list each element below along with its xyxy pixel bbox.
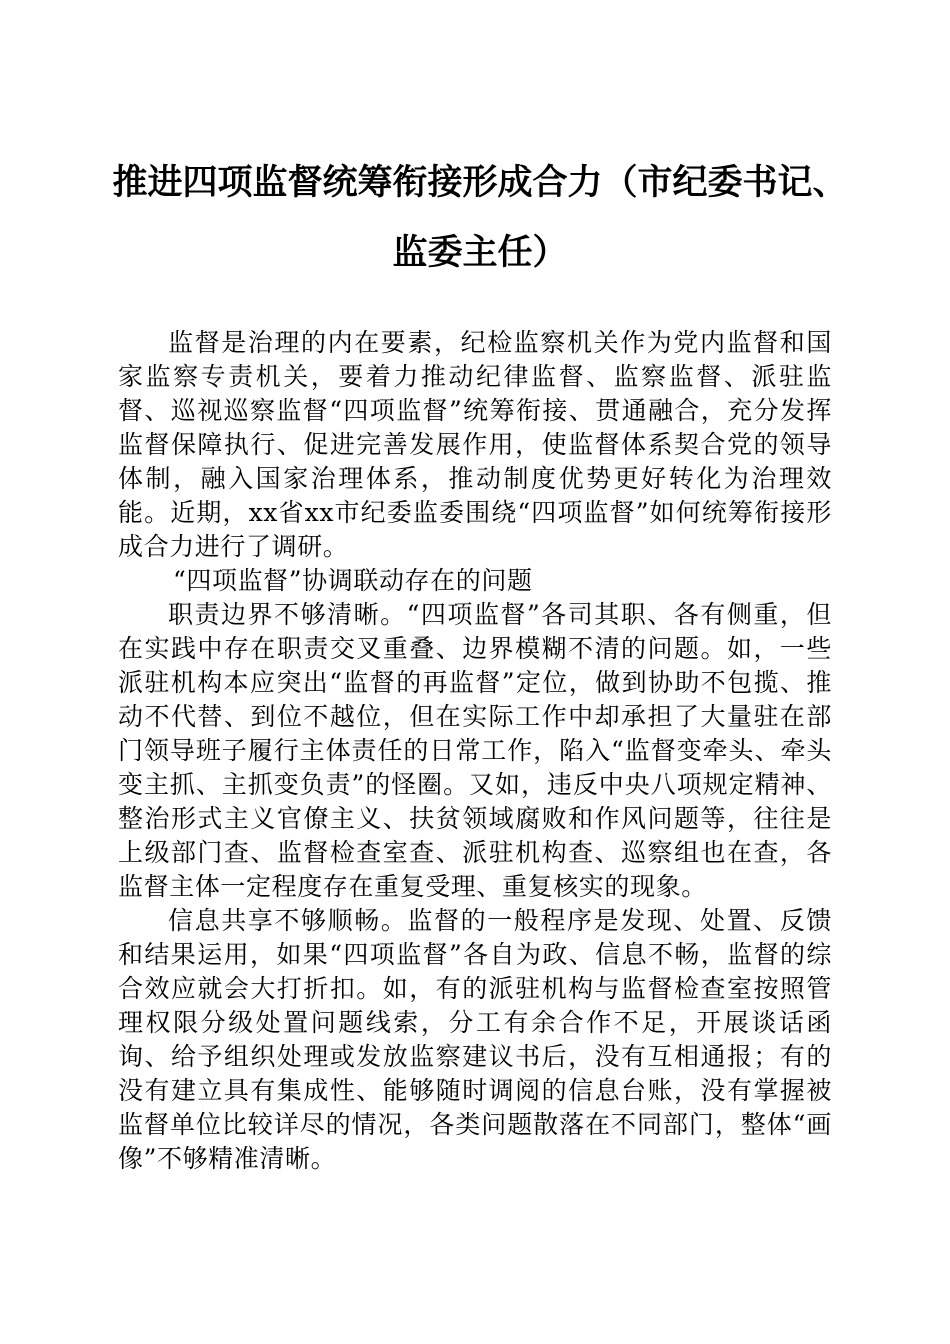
document-title: 推进四项监督统筹衔接形成合力（市纪委书记、监委主任）: [112, 163, 848, 273]
intro-paragraph: 监督是治理的内在要素，纪检监察机关作为党内监督和国家监察专责机关，要着力推动纪律监督、监察监督、派驻监督、巡视巡察监督“四项监督”统筹衔接、贯通融合，充分发挥监督保障执行、促进完善发展作用，使监督体系契合党的领导体制，融入国家治理体系，推动制度优势更好转化为治理效能。近期，xx省xx市纪委监委围绕“四项监督”如何统筹衔接形成合力进行了调研。: [118, 328, 832, 561]
document-body: [118, 326, 832, 1176]
paragraph-responsibility-boundaries: 职责边界不够清晰。“四项监督”各司其职、各有侧重，但在实践中存在职责交叉重叠、边界模糊不清的问题。如，一些派驻机构本应突出“监督的再监督”定位，做到协助不包揽、推动不代替、到位不越位，但在实际工作中却承担了大量驻在部门领导班子履行主体责任的日常工作，陷入“监督变牵头、牵头变主抓、主抓变负责”的怪圈。又如，违反中央八项规定精神、整治形式主义官僚主义、扶贫领域腐败和作风问题等，往往是上级部门查、监督检查室查、派驻机构查、巡察组也在查，各监督主体一定程度存在重复受理、重复核实的现象。: [118, 600, 832, 901]
paragraph-information-sharing: 信息共享不够顺畅。监督的一般程序是发现、处置、反馈和结果运用，如果“四项监督”各自为政、信息不畅，监督的综合效应就会大打折扣。如，有的派驻机构与监督检查室按照管理权限分级处置问题线索，分工有余合作不足，开展谈话函询、给予组织处理或发放监察建议书后，没有互相通报；有的没有建立具有集成性、能够随时调阅的信息台账，没有掌握被监督单位比较详尽的情况，各类问题散落在不同部门，整体“画像”不够精准清晰。: [118, 906, 832, 1173]
section-heading: “四项监督”协调联动存在的问题: [173, 566, 533, 595]
